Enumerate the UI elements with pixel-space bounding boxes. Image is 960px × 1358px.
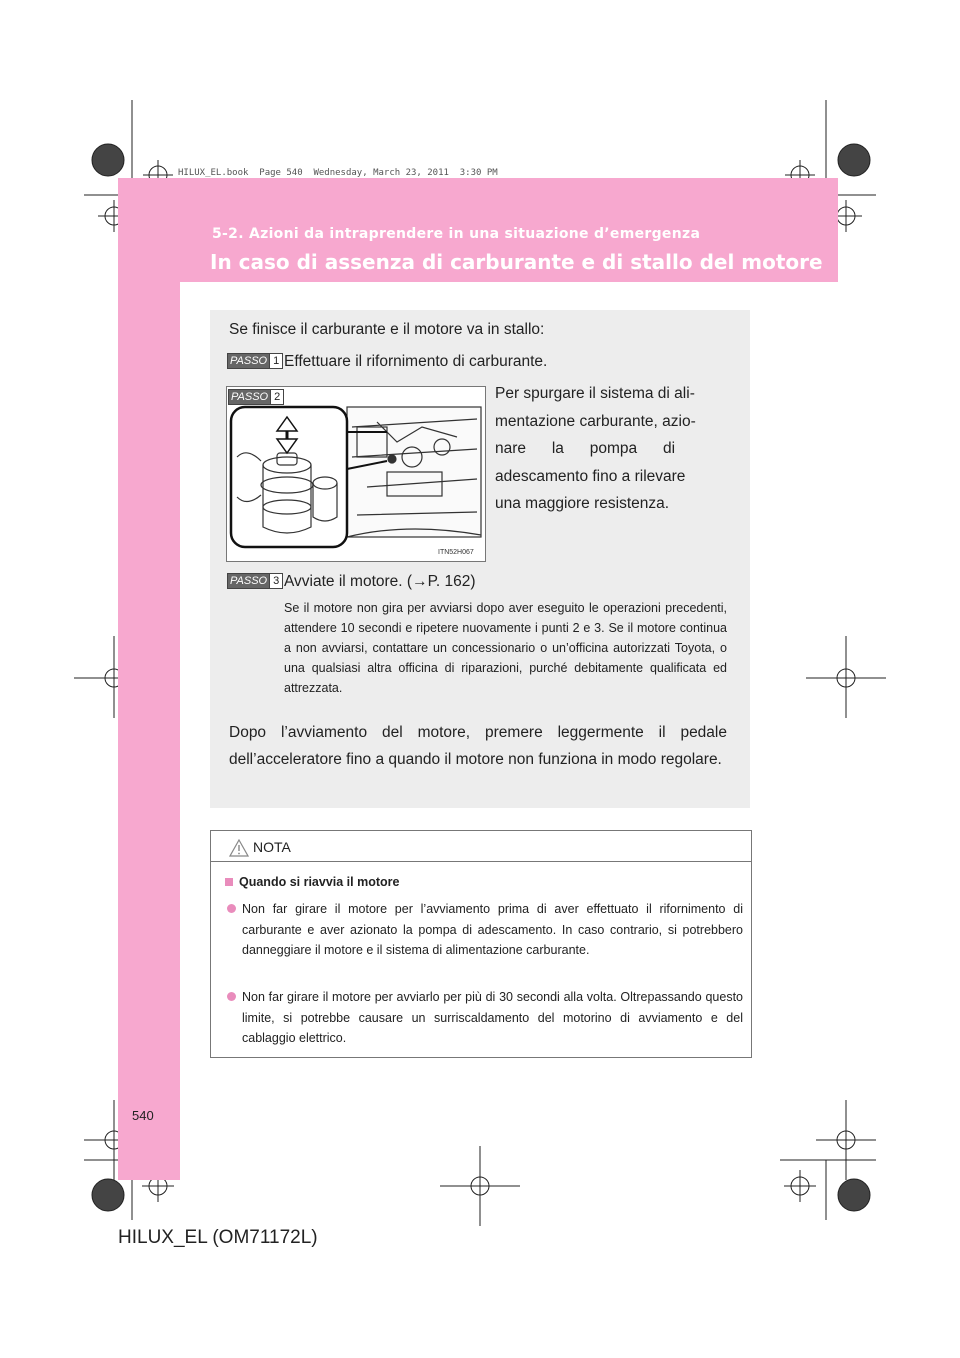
section-label: 5-2. Azioni da intraprendere in una situazione d’emergenza [212,226,701,242]
procedure-intro: Se finisce il carburante e il motore va in stallo: [229,321,545,338]
after-start-text: Dopo l’avviamento del motore, premere leggermente il pedale dell’acceleratore fino a quando il motore non funziona in modo regolare. [229,724,727,768]
step-word: PASSO [231,391,269,403]
page-title: In caso di assenza di carburante e di stallo del motore [210,250,823,274]
note-bullet-text: Non far girare il motore per avviarlo per più di 30 secondi alla volta. Oltrepassando questo limite, si potrebbe causare un surriscaldamento del motorino di avviamento e del cablaggio elettrico. [242,990,743,1045]
figure-code: ITN52H067 [438,549,474,556]
side-tab-band [118,178,180,1180]
circle-bullet-icon [227,904,236,913]
step-word: PASSO [230,355,268,367]
step-3-text: Avviate il motore. (→P. 162) [284,573,476,590]
engine-bay-illustration [227,387,485,561]
step-2-line: mentazione carburante, azio- [495,412,696,430]
step-2-line: nare la pompa di [495,440,676,457]
step-number: 3 [269,574,282,588]
step-number: 1 [269,354,282,368]
step-word: PASSO [230,575,268,587]
step-number: 2 [270,390,283,404]
step-badge-3 [227,573,283,589]
step-2-line: adescamento fino a rilevare [495,467,686,485]
step-1-text: Effettuare il rifornimento di carburante. [284,353,548,370]
note-bullet [227,987,743,1049]
step-3-note: Se il motore non gira per avviarsi dopo aver eseguito le operazioni precedenti, attendere 10 secondi e ripetere nuovamente i punti 2 e 3. Se il motore continua a non avviarsi, contattare un concessionario o un’officina autorizzati Toyota, o una qualsiasi altra officina di riparazioni, purché debitamente qualificata ed attrezzata. [284,601,727,695]
footer-document-id: HILUX_EL (OM71172L) [118,1227,318,1248]
note-header [211,831,751,862]
page-number: 540 [132,1108,154,1123]
note-heading-text: Quando si riavvia il motore [239,875,400,889]
step-2-line: Per spurgare il sistema di ali- [495,385,695,402]
note-heading [225,875,399,889]
priming-pump-figure [226,386,486,562]
step-2-text [495,380,735,518]
note-bullet-text: Non far girare il motore per l’avviamento prima di aver effettuato il rifornimento di carburante e aver azionato la pompa di adescamento. In caso contrario, si potrebbero danneggiare il motore e il sistema di alimentazione carburante. [242,902,743,957]
note-title: NOTA [253,839,291,855]
circle-bullet-icon [227,992,236,1001]
note-bullet [227,899,743,961]
note-box [210,830,752,1058]
step-badge-1 [227,353,283,369]
square-bullet-icon [225,878,233,886]
file-stamp: HILUX_EL.book Page 540 Wednesday, March 23, 2011 3:30 PM [178,168,498,178]
warning-triangle-icon [229,839,249,857]
step-2-line: una maggiore resistenza. [495,495,670,512]
